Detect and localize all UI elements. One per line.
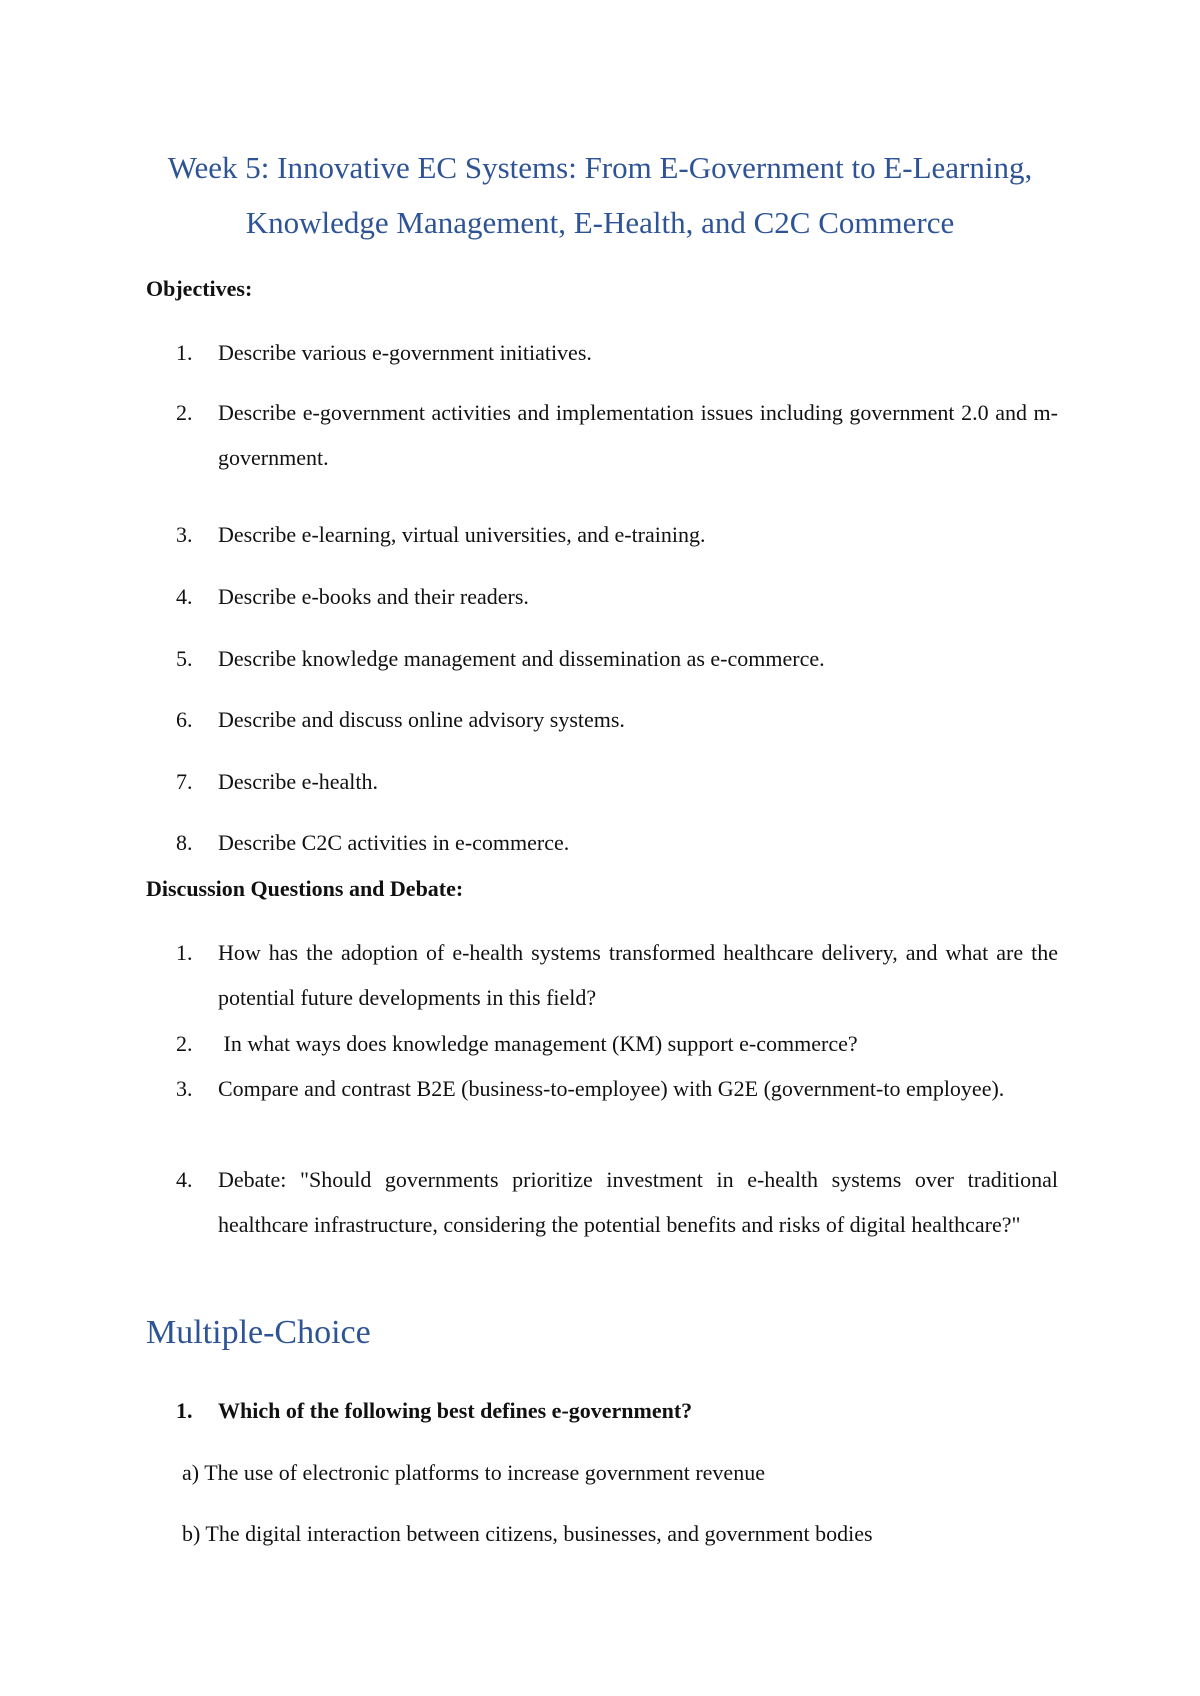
discussion-text: How has the adoption of e-health systems transformed healthcare delivery, and what are the potential future developments in this field? [218,940,1058,1010]
objective-text: Describe and discuss online advisory systems. [218,707,625,732]
objective-number: 4. [176,584,193,609]
objective-text: Describe e-government activities and implementation issues including government 2.0 and m-government. [218,400,1058,470]
objective-text: Describe C2C activities in e-commerce. [218,830,570,855]
question-number: 1. [176,1398,193,1423]
discussion-text: Debate: "Should governments prioritize investment in e-health systems over traditional healthcare infrastructure, considering the potential benefits and risks of digital healthcare?" [218,1167,1058,1237]
objective-number: 5. [176,646,193,671]
question-text: Which of the following best defines e-government? [218,1398,693,1423]
discussion-number: 1. [176,940,193,965]
discussion-number: 4. [176,1167,193,1192]
objective-number: 3. [176,522,193,547]
discussion-number: 2. [176,1031,193,1056]
title-line-1: Week 5: Innovative EC Systems: From E-Government to E-Learning, [167,150,1033,185]
objective-text: Describe e-books and their readers. [218,584,529,609]
objectives-heading: Objectives: [146,276,253,301]
document-title [120,140,1080,250]
objective-number: 6. [176,707,193,732]
answer-option-a: a) The use of electronic platforms to increase government revenue [182,1460,765,1485]
multiple-choice-heading: Multiple-Choice [146,1314,371,1351]
discussion-text: In what ways does knowledge management (KM) support e-commerce? [218,1031,858,1056]
discussion-number: 3. [176,1076,193,1101]
objective-number: 8. [176,830,193,855]
objective-text: Describe e-health. [218,769,379,794]
objective-text: Describe knowledge management and dissemination as e-commerce. [218,646,825,671]
title-line-2: Knowledge Management, E-Health, and C2C Commerce [245,205,955,240]
objective-number: 7. [176,769,193,794]
objective-number: 1. [176,340,193,365]
objective-number: 2. [176,400,193,425]
objective-text: Describe various e-government initiatives. [218,340,592,365]
objective-text: Describe e-learning, virtual universities, and e-training. [218,522,706,547]
discussion-heading: Discussion Questions and Debate: [146,876,464,901]
discussion-text: Compare and contrast B2E (business-to-employee) with G2E (government-to employee). [218,1076,1005,1101]
answer-option-b: b) The digital interaction between citizens, businesses, and government bodies [182,1521,873,1546]
